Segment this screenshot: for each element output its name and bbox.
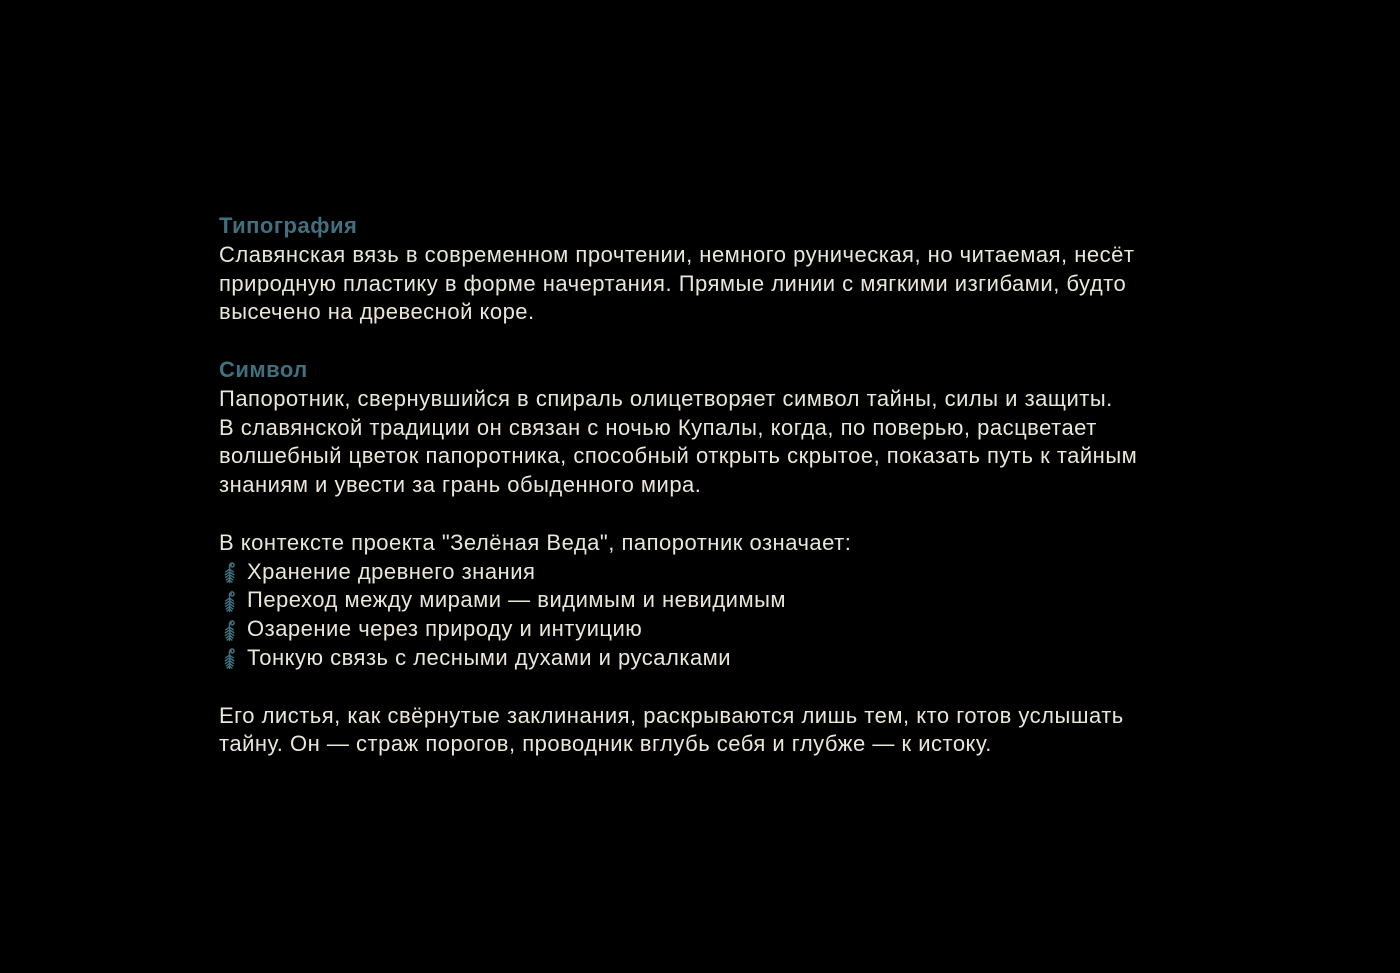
fern-meaning-list bbox=[219, 558, 1199, 673]
paragraph-gap bbox=[219, 673, 1199, 702]
fern-icon bbox=[219, 617, 239, 642]
typography-paragraph-line: Славянская вязь в современном прочтении, немного руническая, но читаемая, несёт bbox=[219, 241, 1135, 267]
symbol-paragraph-line: волшебный цветок папоротника, способный открыть скрытое, показать путь к тайным bbox=[219, 443, 1138, 469]
symbol-section bbox=[219, 356, 1199, 759]
section-gap bbox=[219, 327, 1199, 356]
content-column bbox=[219, 212, 1199, 759]
typography-paragraph-line: природную пластику в форме начертания. Прямые линии с мягкими изгибами, будто bbox=[219, 270, 1127, 296]
list-item-label: Тонкую связь с лесными духами и русалками bbox=[247, 644, 732, 670]
list-item-label: Переход между мирами — видимым и невидимым bbox=[247, 587, 787, 613]
list-item bbox=[219, 644, 1199, 673]
symbol-heading: Символ bbox=[219, 356, 308, 382]
list-intro: В контексте проекта "Зелёная Веда", папоротник означает: bbox=[219, 529, 852, 555]
symbol-paragraph-line: знаниям и увести за грань обыденного мира. bbox=[219, 472, 702, 498]
closing-paragraph-line: Его листья, как свёрнутые заклинания, раскрываются лишь тем, кто готов услышать bbox=[219, 702, 1124, 728]
list-item-label: Озарение через природу и интуицию bbox=[247, 616, 643, 642]
fern-icon bbox=[219, 559, 239, 584]
symbol-paragraph-line: В славянской традиции он связан с ночью Купалы, когда, по поверью, расцветает bbox=[219, 414, 1097, 440]
typography-paragraph-line: высечено на древесной коре. bbox=[219, 299, 535, 325]
list-item bbox=[219, 558, 1199, 587]
paragraph-gap bbox=[219, 500, 1199, 529]
list-item bbox=[219, 615, 1199, 644]
fern-icon bbox=[219, 646, 239, 671]
fern-icon bbox=[219, 588, 239, 613]
list-item bbox=[219, 586, 1199, 615]
typography-section bbox=[219, 212, 1199, 327]
list-item-label: Хранение древнего знания bbox=[247, 558, 536, 584]
closing-paragraph-line: тайну. Он — страж порогов, проводник вглубь себя и глубже — к истоку. bbox=[219, 731, 992, 757]
symbol-paragraph-line: Папоротник, свернувшийся в спираль олицетворяет символ тайны, силы и защиты. bbox=[219, 385, 1113, 411]
typography-heading: Типография bbox=[219, 213, 358, 238]
